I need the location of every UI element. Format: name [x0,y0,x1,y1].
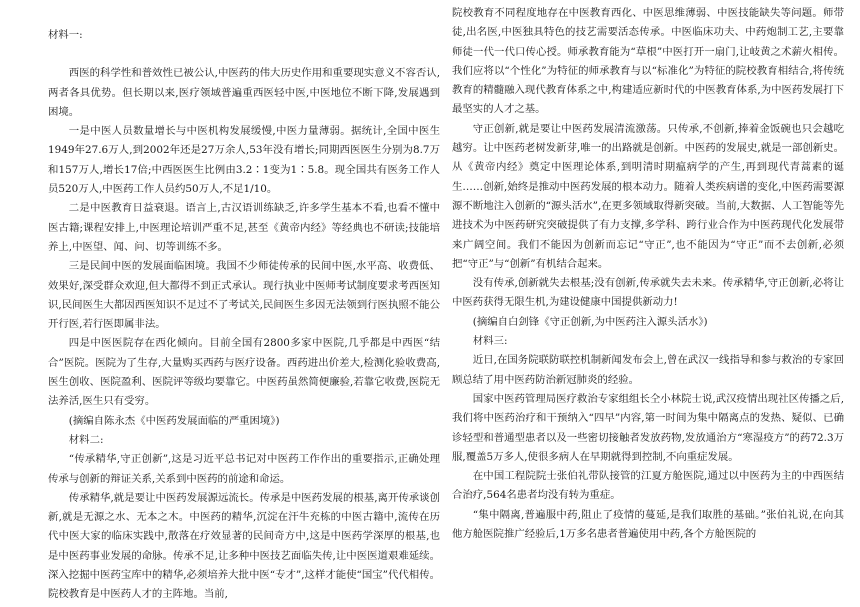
paragraph: 没有传承,创新就失去根基;没有创新,传承就失去未来。传承精华,守正创新,必将让中医药获得无限生机,为建设健康中国提供新动力! [452,277,844,309]
paragraph: “集中隔离,普遍服中药,阻止了疫情的蔓延,是我们取胜的基础。”张伯礼说,在向其他方舱医院推广经验后,1万多名患者普遍使用中药,各个方舱医院的 [452,508,844,541]
paragraph: 守正创新,就是要让中医药发展清流激荡。只传承,不创新,捧着金饭碗也只会越吃越穷。让中医药老树发新芽,唯一的出路就是创新。中医药的发展史,就是一部创新史。从《黄帝内经》奠定中医理论体系,到明清时期瘟病学的产生,再到现代青蒿素的诞生……创新,始终是推动中医药发展的根本动力。随着人类疾病谱的变化,中医药需要源源不断地注入创新的“源头活水”,在更多领域取得新突破。当前,大数据、人工智能等先进技术为中医药研究突破提供了有力支撑,多学科、跨行业合作为中医药现代化发展带来广阔空间。我们不能因为创新而忘记“守正”,也不能因为“守正”而不去创新,必须把“守正”与“创新”有机结合起来。 [452,122,844,270]
paragraph: “传承精华,守正创新”,这是习近平总书记对中医药工作作出的重要指示,正确处理传承与创新的辩证关系,关系到中医药的前途和命运。 [48,453,440,485]
material-three-heading: 材料三: [472,335,508,348]
paragraph: 三是民间中医的发展面临困境。我国不少师徒传承的民间中医,水平高、收费低、效果好,深受群众欢迎,但大都得不到正式承认。现行执业中医师考试制度要求考西医知识,民间医生大都因西医知识不足过不了考试关,民间医生多因无法领到行医执照不能公开行医,若行医即属非法。 [48,260,440,331]
paragraph: 一是中医人员数量增长与中医机构发展缓慢,中医力量薄弱。据统计,全国中医生1949年27.6万人,到2002年还是27万余人,53年没有增长;同期西医医生分别为8.7万和157万人,增长17倍;中西医医生比例由3.2∶1变为1∶5.8。现全国共有医务工作人员520万人,中医药工作人员约50万人,不足1/10。 [48,125,440,196]
paragraph: 在中国工程院院士张伯礼带队接管的江夏方舱医院,通过以中医药为主的中西医结合治疗,564名患者均没有转为重症。 [452,470,844,502]
source-citation: (摘编自陈永杰《中医药发展面临的严重困境》) [68,414,280,427]
paragraph: 西医的科学性和普效性已被公认,中医药的伟大历史作用和重要现实意义不容否认,两者各具优势。但长期以来,医疗领域普遍重西医轻中医,中医地位不断下降,发展遇到困境。 [48,67,440,118]
left-column [48,0,440,605]
material-two-heading: 材料二: [68,433,104,446]
paragraph: 二是中医教育日益衰退。语言上,古汉语训练缺乏,许多学生基本不看,也看不懂中医古籍;课程安排上,中医理论培训严重不足,甚至《黄帝内经》等经典也不研读;技能培养上,中医望、闻、问、切等训练不多。 [48,202,440,253]
right-column [452,0,844,544]
paragraph: 传承精华,就是要让中医药发展源远流长。传承是中医药发展的根基,离开传承谈创新,就是无源之水、无本之木。中医药的精华,沉淀在汗牛充栋的中医古籍中,流传在历代中医大家的临床实践中,散落在疗效显著的民间奇方中,这是中医药学深厚的根基,也是中医药事业发展的命脉。传承不足,让多种中医技艺面临失传,让中医医道艰难延续。深入挖掘中医药宝库中的精华,必须培养大批中医“专才”,这样才能使“国宝”代代相传。院校教育是中医药人才的主阵地。当前, [48,491,440,601]
material-one-heading: 材料一: [48,29,83,41]
paragraph-continued: 院校教育不同程度地存在中医教育西化、中医思维薄弱、中医技能缺失等问题。师带徒,出名医,中医独具特色的技艺需要活态传承。中医临床功夫、中药炮制工艺,主要靠师徒一代一代口传心授。师承教育能为“草根”中医打开一扇门,让岐黄之术薪火相传。我们应将以“个性化”为特征的师承教育与以“标准化”为特征的院校教育相结合,将传统教育的精髓融入现代教育体系之中,构建适应新时代的中医教育体系,为中医药发展打下最坚实的人才之基。 [452,7,844,116]
paragraph: 四是中医医院存在西化倾向。目前全国有2800多家中医院,几乎都是中西医“结合”医院。医院为了生存,大量购买西药与医疗设备。西药进出价差大,检测化验收费高,医生创收、医院盈利、医院评等级均要靠它。中医药虽然简便廉验,若靠它收费,医院无法养活,医生只有受穷。 [48,337,440,408]
paragraph: 近日,在国务院联防联控机制新闻发布会上,曾在武汉一线指导和参与救治的专家回顾总结了用中医药防治新冠肺炎的经验。 [452,354,844,386]
source-citation: (摘编自白剑锋《守正创新,为中医药注入源头活水》) [472,315,708,328]
paragraph: 国家中医药管理局医疗救治专家组组长仝小林院士说,武汉疫情出现社区传播之后,我们将中医药治疗和干预纳入“四早”内容,第一时间为集中隔离点的发热、疑似、已确诊轻型和普通型患者以及一些密切接触者发放药物,发放通治方“寒湿疫方”的药72.3万服,覆盖5万多人,使很多病人在早期就得到控制,不向重症发展。 [452,392,844,463]
